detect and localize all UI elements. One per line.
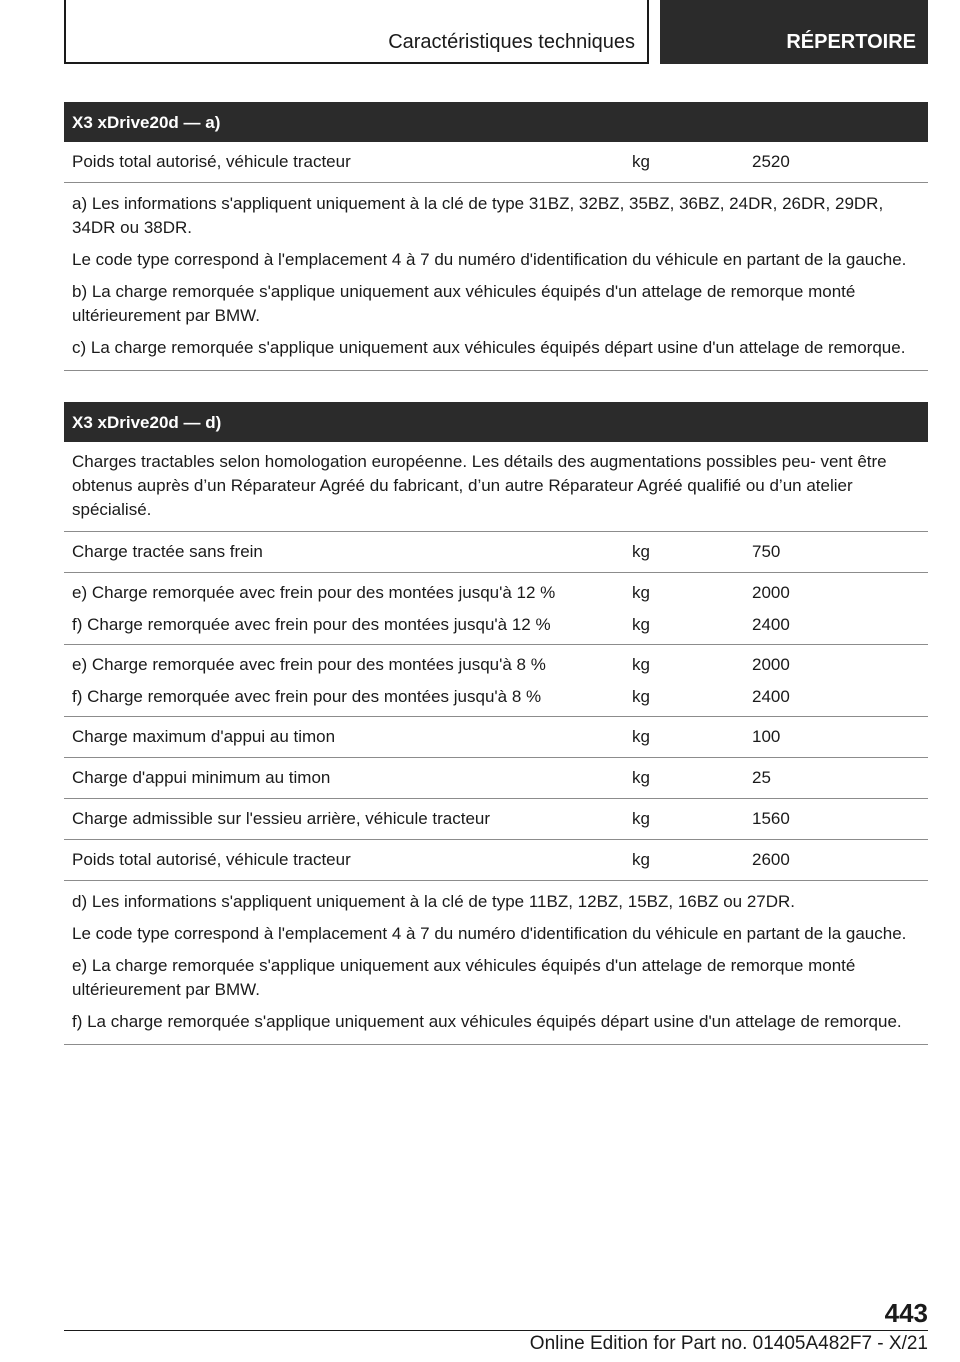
edition-note: Online Edition for Part no. 01405A482F7 - X/21 xyxy=(529,1333,928,1354)
row-unit: kg xyxy=(632,768,650,787)
footer-divider xyxy=(64,1330,928,1331)
footnote: Le code type correspond à l'emplacement 4 à 7 du numéro d'identification du véhicule en partant de la gauche. xyxy=(72,250,907,269)
row-line xyxy=(72,685,928,708)
table-intro: Charges tractables selon homologation européenne. Les détails des augmentations possibles peu- vent être obtenus auprès d’un Réparateur Agréé du fabricant, d’un autre Réparateur Agréé qualifié ou d’un atelier spécialisé. xyxy=(64,442,928,532)
row-label: Charge admissible sur l'essieu arrière, véhicule tracteur xyxy=(72,809,491,828)
row-unit: kg xyxy=(632,615,650,634)
row-value: 2400 xyxy=(752,615,790,634)
row-label: e) Charge remorquée avec frein pour des montées jusqu'à 8 % xyxy=(72,655,546,674)
footnote: Le code type correspond à l'emplacement 4 à 7 du numéro d'identification du véhicule en partant de la gauche. xyxy=(72,924,907,943)
footnote: a) Les informations s'appliquent uniquement à la clé de type 31BZ, 32BZ, 35BZ, 36BZ, 24DR, 26DR, 29DR, 34DR ou 38DR. xyxy=(72,194,884,237)
row-value: 1560 xyxy=(752,809,790,828)
row-line xyxy=(72,581,928,604)
row-value: 750 xyxy=(752,542,781,561)
row-label: e) Charge remorquée avec frein pour des montées jusqu'à 12 % xyxy=(72,583,556,602)
row-line xyxy=(72,613,928,636)
footnotes xyxy=(64,183,928,371)
row-unit: kg xyxy=(632,727,650,746)
table-row xyxy=(64,799,928,840)
table-row xyxy=(64,573,928,645)
row-value: 2000 xyxy=(752,655,790,674)
row-value: 2400 xyxy=(752,687,790,706)
spec-table-d xyxy=(64,402,928,1045)
footnote: b) La charge remorquée s'applique uniquement aux véhicules équipés d'un attelage de remorque monté ultérieurement par BMW. xyxy=(72,282,856,325)
table-row xyxy=(64,532,928,573)
index-tab[interactable]: RÉPERTOIRE xyxy=(660,0,928,64)
row-unit: kg xyxy=(632,687,650,706)
row-line xyxy=(72,653,928,676)
table-row xyxy=(64,645,928,717)
row-unit: kg xyxy=(632,655,650,674)
row-label: Poids total autorisé, véhicule tracteur xyxy=(72,152,351,171)
row-value: 2600 xyxy=(752,850,790,869)
spacer xyxy=(64,371,928,402)
table-row xyxy=(64,840,928,881)
table-row xyxy=(64,758,928,799)
row-unit: kg xyxy=(632,850,650,869)
row-unit: kg xyxy=(632,809,650,828)
table-title: X3 xDrive20d — d) xyxy=(64,402,928,442)
table-row xyxy=(64,142,928,183)
footnotes xyxy=(64,881,928,1045)
row-label: Charge d'appui minimum au timon xyxy=(72,768,331,787)
footnote: c) La charge remorquée s'applique uniquement aux véhicules équipés départ usine d'un attelage de remorque. xyxy=(72,338,906,357)
row-label: f) Charge remorquée avec frein pour des montées jusqu'à 12 % xyxy=(72,615,551,634)
table-row xyxy=(64,717,928,758)
spec-table-a xyxy=(64,102,928,371)
row-value: 2520 xyxy=(752,152,790,171)
page-header xyxy=(0,0,960,66)
footnote: d) Les informations s'appliquent uniquement à la clé de type 11BZ, 12BZ, 15BZ, 16BZ ou 27DR. xyxy=(72,892,796,911)
row-value: 2000 xyxy=(752,583,790,602)
row-value: 25 xyxy=(752,768,771,787)
row-unit: kg xyxy=(632,152,650,171)
row-label: Charge tractée sans frein xyxy=(72,542,263,561)
row-label: Poids total autorisé, véhicule tracteur xyxy=(72,850,351,869)
row-label: f) Charge remorquée avec frein pour des montées jusqu'à 8 % xyxy=(72,687,542,706)
row-unit: kg xyxy=(632,542,650,561)
footnote: f) La charge remorquée s'applique uniquement aux véhicules équipés départ usine d'un attelage de remorque. xyxy=(72,1012,902,1031)
section-tab[interactable]: Caractéristiques techniques xyxy=(64,0,649,64)
content xyxy=(64,102,928,1045)
row-value: 100 xyxy=(752,727,781,746)
table-title: X3 xDrive20d — a) xyxy=(64,102,928,142)
footnote: e) La charge remorquée s'applique uniquement aux véhicules équipés d'un attelage de remorque monté ultérieurement par BMW. xyxy=(72,956,856,999)
row-label: Charge maximum d'appui au timon xyxy=(72,727,336,746)
page-number: 443 xyxy=(884,1298,928,1328)
row-unit: kg xyxy=(632,583,650,602)
